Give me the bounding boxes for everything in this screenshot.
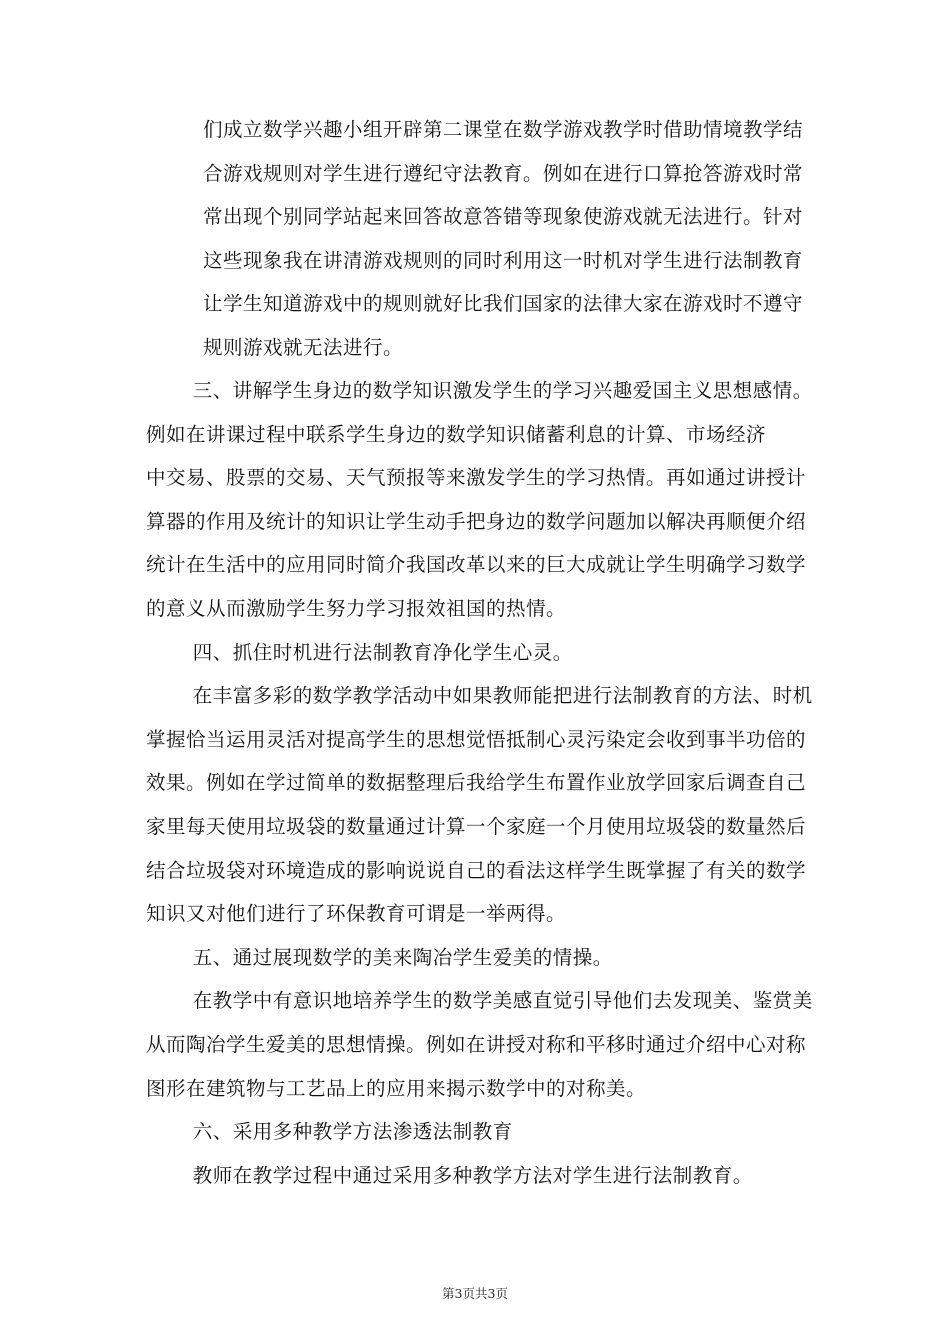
text-line: 在丰富多彩的数学教学活动中如果教师能把进行法制教育的方法、时机 (192, 684, 813, 708)
text-line: 在教学中有意识地培养学生的数学美感直觉引导他们去发现美、鉴赏美 (192, 989, 813, 1013)
text-line: 常出现个别同学站起来回答故意答错等现象使游戏就无法进行。针对 (203, 205, 804, 229)
text-line: 三、讲解学生身边的数学知识激发学生的学习兴趣爱国主义思想感情。 (192, 379, 813, 402)
continued-paragraph (203, 108, 803, 370)
text-line: 从而陶冶学生爱美的思想情操。例如在讲授对称和平移时通过介绍中心对称 (146, 1032, 807, 1056)
text-line: 例如在讲课过程中联系学生身边的数学知识储蓄利息的计算、市场经济 (146, 422, 767, 446)
text-line: 家里每天使用垃圾袋的数量通过计算一个家庭一个月使用垃圾袋的数量然后 (146, 814, 807, 838)
text-line: 的意义从而激励学生努力学习报效祖国的热情。 (146, 596, 567, 620)
text-line: 效果。例如在学过简单的数据整理后我给学生布置作业放学回家后调查自己 (146, 771, 807, 795)
body-text (146, 369, 813, 1197)
text-line: 合游戏规则对学生进行遵纪守法教育。例如在进行口算抢答游戏时常 (203, 161, 804, 185)
text-line: 规则游戏就无法进行。 (203, 335, 404, 359)
text-line: 四、抓住时机进行法制教育净化学生心灵。 (192, 640, 573, 664)
text-line: 结合垃圾袋对环境造成的影响说说自己的看法这样学生既掌握了有关的数学 (146, 858, 807, 882)
text-line: 教师在教学过程中通过采用多种教学方法对学生进行法制教育。 (192, 1163, 753, 1187)
text-line: 这些现象我在讲清游戏规则的同时利用这一时机对学生进行法制教育 (203, 248, 804, 272)
text-line: 图形在建筑物与工艺品上的应用来揭示数学中的对称美。 (146, 1076, 647, 1100)
text-line: 让学生知道游戏中的规则就好比我们国家的法律大家在游戏时不遵守 (203, 292, 804, 316)
text-line: 知识又对他们进行了环保教育可谓是一举两得。 (146, 902, 567, 926)
text-line: 们成立数学兴趣小组开辟第二课堂在数学游戏教学时借助情境教学结 (203, 118, 804, 141)
text-line: 算器的作用及统计的知识让学生动手把身边的数学问题加以解决再顺便介绍 (146, 509, 807, 533)
text-line: 六、采用多种教学方法渗透法制教育 (192, 1120, 513, 1144)
text-line: 五、通过展现数学的美来陶冶学生爱美的情操。 (192, 945, 613, 969)
text-line: 掌握恰当运用灵活对提高学生的思想觉悟抵制心灵污染定会收到事半功倍的 (146, 727, 807, 751)
text-line: 统计在生活中的应用同时简介我国改革以来的巨大成就让学生明确学习数学 (146, 553, 807, 577)
text-line: 中交易、股票的交易、天气预报等来激发学生的学习热情。再如通过讲授计 (146, 466, 807, 490)
page-footer: 第3页共3页 (442, 1286, 508, 1301)
